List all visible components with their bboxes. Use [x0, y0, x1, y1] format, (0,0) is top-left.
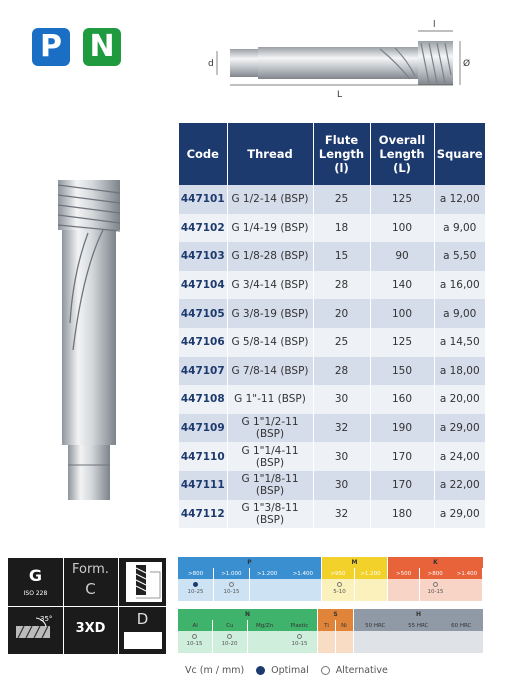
material-subcolumn: Ni — [336, 620, 353, 631]
col-header-square: Square — [434, 123, 485, 185]
dim-L-label: L — [337, 90, 343, 100]
cell-thread: G 3/4-14 (BSP) — [227, 271, 313, 300]
optimal-dot-icon — [193, 582, 198, 587]
table-row — [179, 328, 485, 357]
material-subcolumn: >800 — [178, 568, 213, 579]
material-subcolumn: Al — [178, 620, 212, 631]
cell-code: 447103 — [179, 242, 227, 271]
alternative-circle-icon — [297, 634, 302, 639]
svg-text:35°: 35° — [40, 615, 53, 623]
tool-dimension-diagram — [205, 15, 475, 105]
cell-flute-length: 30 — [313, 385, 370, 414]
dim-d-label: d — [208, 59, 214, 69]
vc-range: 5-10 — [333, 589, 346, 595]
cell-overall-length: 100 — [370, 299, 434, 328]
tolerance-swatch — [124, 632, 162, 649]
cell-code: 447108 — [179, 385, 227, 414]
optimal-dot-icon — [256, 666, 265, 675]
col-header-code: Code — [179, 123, 227, 185]
cell-square: a 29,00 — [434, 414, 485, 443]
material-group-k: K — [388, 557, 483, 568]
table-row — [179, 357, 485, 386]
col-header-thread: Thread — [227, 123, 313, 185]
cell-thread: G 1"1/2-11 (BSP) — [227, 414, 313, 443]
thread-type: G — [28, 566, 43, 585]
cell-overall-length: 125 — [370, 185, 434, 214]
vc-range: 10-15 — [291, 641, 308, 647]
vc-range: 10-15 — [223, 589, 240, 595]
cell-code: 447109 — [179, 414, 227, 443]
table-row — [179, 471, 485, 500]
cell-thread: G 1"1/4-11 (BSP) — [227, 442, 313, 471]
cell-square: a 22,00 — [434, 471, 485, 500]
cell-flute-length: 18 — [313, 214, 370, 243]
alternative-circle-icon — [229, 582, 234, 587]
material-subcolumn: 50 HRC — [354, 620, 397, 631]
table-row — [179, 500, 485, 529]
material-subcolumn: 60 HRC — [440, 620, 483, 631]
cell-square: a 5,50 — [434, 242, 485, 271]
cell-flute-length: 28 — [313, 271, 370, 300]
thread-info-box — [8, 558, 166, 654]
material-group-m: M — [322, 557, 387, 568]
material-subcolumn: >1.000 — [214, 568, 249, 579]
cell-code: 447104 — [179, 271, 227, 300]
material-group-h: H — [354, 609, 483, 620]
cell-flute-length: 30 — [313, 471, 370, 500]
cell-overall-length: 140 — [370, 271, 434, 300]
dim-l-label: l — [433, 20, 436, 30]
vc-cell — [250, 579, 285, 601]
form-value: C — [85, 580, 96, 598]
cell-flute-length: 28 — [313, 357, 370, 386]
cell-thread: G 1/8-28 (BSP) — [227, 242, 313, 271]
vc-cell — [336, 631, 353, 653]
tap-tool-image — [48, 175, 138, 505]
depth-rating: 3XD — [75, 621, 106, 636]
cell-code: 447107 — [179, 357, 227, 386]
helix-angle-icon — [12, 612, 60, 650]
cell-overall-length: 90 — [370, 242, 434, 271]
cell-thread: G 3/8-19 (BSP) — [227, 299, 313, 328]
cell-code: 447102 — [179, 214, 227, 243]
cell-square: a 14,50 — [434, 328, 485, 357]
material-subcolumn: >1.200 — [250, 568, 285, 579]
cell-square: a 12,00 — [434, 185, 485, 214]
cell-thread: G 1/2-14 (BSP) — [227, 185, 313, 214]
alternative-circle-icon — [321, 666, 330, 675]
table-row — [179, 242, 485, 271]
alternative-circle-icon — [227, 634, 232, 639]
form-label: Form. — [72, 562, 109, 577]
cell-code: 447106 — [179, 328, 227, 357]
vc-cell — [354, 631, 397, 653]
cell-thread: G 1"1/8-11 (BSP) — [227, 471, 313, 500]
table-row — [179, 414, 485, 443]
cell-overall-length: 160 — [370, 385, 434, 414]
cell-code: 447112 — [179, 500, 227, 529]
vc-cell — [248, 631, 282, 653]
cell-square: a 29,00 — [434, 500, 485, 529]
cell-square: a 9,00 — [434, 299, 485, 328]
material-subcolumn: Plastic — [282, 620, 316, 631]
cell-thread: G 1"-11 (BSP) — [227, 385, 313, 414]
cell-code: 447105 — [179, 299, 227, 328]
thread-standard: ISO 228 — [23, 590, 48, 597]
material-badge-p: P — [32, 28, 70, 66]
vc-range: 10-15 — [427, 589, 444, 595]
vc-label: Vc (m / mm) — [185, 665, 245, 676]
cell-flute-length: 25 — [313, 185, 370, 214]
dim-dia-label: Ø — [463, 59, 471, 69]
vc-cell — [397, 631, 440, 653]
table-row — [179, 185, 485, 214]
vc-range: 10-15 — [186, 641, 203, 647]
cell-overall-length: 100 — [370, 214, 434, 243]
cell-flute-length: 30 — [313, 442, 370, 471]
vc-cell — [388, 579, 419, 601]
spec-table — [179, 123, 485, 528]
table-row — [179, 385, 485, 414]
vc-cell — [440, 631, 483, 653]
cell-square: a 16,00 — [434, 271, 485, 300]
cell-square: a 24,00 — [434, 442, 485, 471]
vc-cell — [451, 579, 482, 601]
table-header-row — [179, 123, 485, 185]
material-suitability-grid — [178, 557, 484, 653]
cell-overall-length: 170 — [370, 471, 434, 500]
table-row — [179, 271, 485, 300]
cell-overall-length: 190 — [370, 414, 434, 443]
cell-flute-length: 32 — [313, 414, 370, 443]
cell-code: 447111 — [179, 471, 227, 500]
col-header-overall-length: Overall Length (L) — [370, 123, 434, 185]
cutting-speed-legend — [185, 665, 388, 676]
cell-flute-length: 32 — [313, 500, 370, 529]
cell-flute-length: 20 — [313, 299, 370, 328]
material-badge-n: N — [83, 28, 121, 66]
cell-flute-length: 25 — [313, 328, 370, 357]
cell-overall-length: 170 — [370, 442, 434, 471]
alternative-circle-icon — [433, 582, 438, 587]
cell-overall-length: 180 — [370, 500, 434, 529]
material-subcolumn: >800 — [420, 568, 451, 579]
material-group-p: P — [178, 557, 321, 568]
vc-cell — [355, 579, 387, 601]
vc-cell — [285, 579, 320, 601]
material-subcolumn: >1.400 — [285, 568, 320, 579]
vc-cell — [318, 631, 335, 653]
table-row — [179, 442, 485, 471]
cell-overall-length: 125 — [370, 328, 434, 357]
alternative-circle-icon — [192, 634, 197, 639]
cell-overall-length: 150 — [370, 357, 434, 386]
table-row — [179, 299, 485, 328]
cell-square: a 9,00 — [434, 214, 485, 243]
material-group-s: S — [318, 609, 353, 620]
vc-range: 10-25 — [187, 589, 204, 595]
material-subcolumn: >500 — [388, 568, 419, 579]
material-subcolumn: >950 — [322, 568, 354, 579]
vc-range: 10-20 — [221, 641, 238, 647]
cell-code: 447101 — [179, 185, 227, 214]
cell-code: 447110 — [179, 442, 227, 471]
cell-thread: G 7/8-14 (BSP) — [227, 357, 313, 386]
cell-flute-length: 15 — [313, 242, 370, 271]
material-subcolumn: Ti — [318, 620, 335, 631]
material-subcolumn: 55 HRC — [397, 620, 440, 631]
material-group-n: N — [178, 609, 317, 620]
tolerance-class: D — [136, 610, 149, 628]
alternative-circle-icon — [337, 582, 342, 587]
cell-thread: G 1/4-19 (BSP) — [227, 214, 313, 243]
col-header-flute-length: Flute Length (l) — [313, 123, 370, 185]
material-subcolumn: >1.400 — [451, 568, 482, 579]
cell-thread: G 5/8-14 (BSP) — [227, 328, 313, 357]
material-subcolumn: >1.200 — [355, 568, 387, 579]
cell-square: a 20,00 — [434, 385, 485, 414]
table-row — [179, 214, 485, 243]
material-subcolumn: Mg/Zn — [248, 620, 282, 631]
tap-cross-section-icon — [126, 562, 162, 602]
cell-thread: G 1"3/8-11 (BSP) — [227, 500, 313, 529]
optimal-label: Optimal — [271, 665, 309, 676]
cell-square: a 18,00 — [434, 357, 485, 386]
material-subcolumn: Cu — [213, 620, 247, 631]
alternative-label: Alternative — [335, 665, 388, 676]
